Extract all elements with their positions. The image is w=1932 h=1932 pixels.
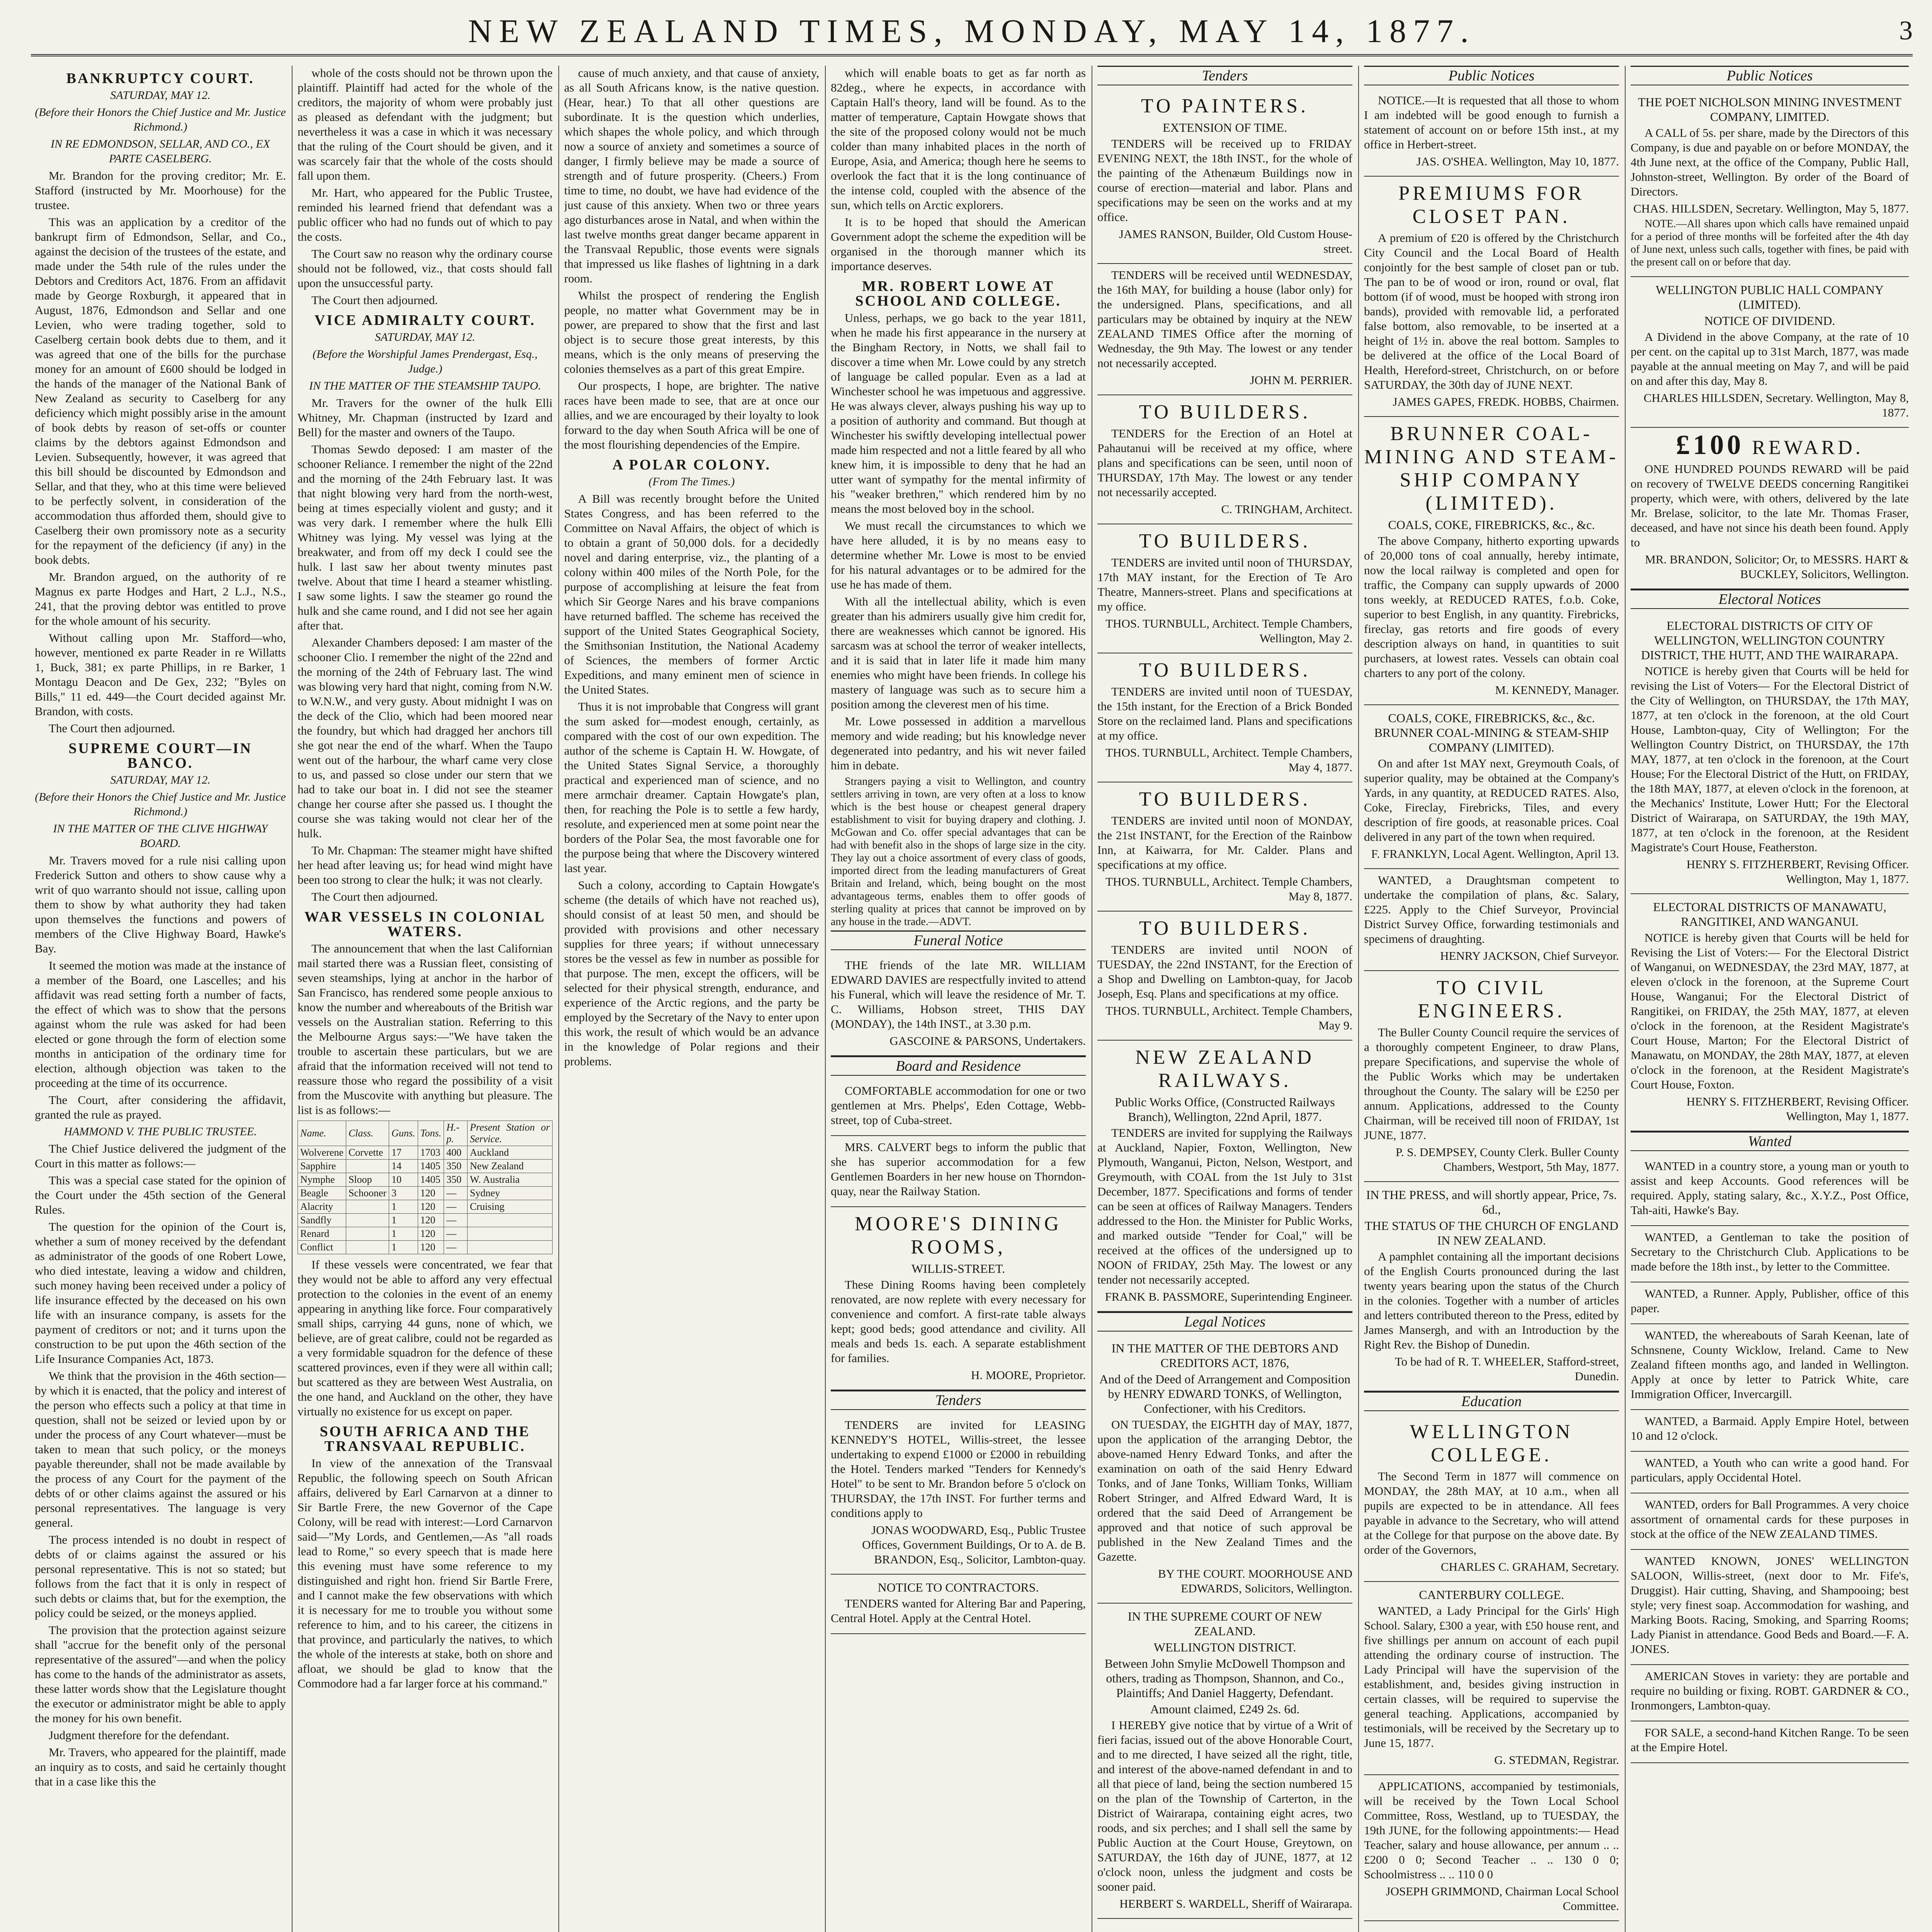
- case-title: IN RE EDMONDSON, SELLAR, AND CO., EX PARTE CASELBERG.: [51, 138, 270, 165]
- column-header: H.-p.: [444, 1121, 468, 1146]
- tender-ad: [831, 1575, 1086, 1634]
- ad-signature: JAS. O'SHEA. Wellington, May 10, 1877.: [1416, 155, 1619, 168]
- ad-subtitle: WILLIS-STREET.: [911, 1262, 1005, 1276]
- ad-signature: To be had of R. T. WHEELER, Stafford-street, Dunedin.: [1395, 1355, 1619, 1383]
- public-notice: [1364, 417, 1619, 705]
- wanted-ad: [1631, 1493, 1909, 1550]
- article-paragraph: This was a special case stated for the opinion of the Court under the 45th section of the General Rules.: [35, 1173, 286, 1216]
- table-header-row: [298, 1121, 553, 1146]
- section-header: Funeral Notice: [831, 930, 1086, 950]
- table-cell: 120: [418, 1241, 444, 1254]
- article-heading: MR. ROBERT LOWE AT SCHOOL AND COLLEGE.: [855, 278, 1061, 309]
- public-notice: [1364, 177, 1619, 417]
- wanted-ad: [1631, 1155, 1909, 1226]
- article-paragraph: It is to be hoped that should the American Government adopt the scheme the expedition will be organised in the thorough manner which its importance deserves.: [831, 215, 1086, 273]
- ad-body: AMERICAN Stoves in variety: they are portable and require no building or fixing. ROBT. GARDNER & CO., Ironmongers, Lambton-quay.: [1631, 1669, 1909, 1712]
- wanted-ad: [1631, 1226, 1909, 1282]
- article-heading: VICE ADMIRALTY COURT.: [314, 312, 536, 328]
- public-notice: [1364, 971, 1619, 1182]
- section-header: Electoral Notices: [1631, 589, 1909, 609]
- ad-title: TO BUILDERS.: [1139, 401, 1311, 423]
- article-paragraph: With all the intellectual ability, which is even greater than his admirers usually give him credit for, there are weaknesses which cannot be ignored. His sarcasm was at school the terror of weaker intellects, and it is said that in later life it made him many enemies who might have been friends. In college his mastery of language was such as to secure him a position among the cleverest men of his time.: [831, 595, 1086, 711]
- ad-signature: CHAS. HILLSDEN, Secretary. Wellington, May 5, 1877.: [1633, 202, 1909, 215]
- tender-ad: [1097, 264, 1352, 395]
- ad-subtitle: And of the Deed of Arrangement and Composition by HENRY EDWARD TONKS, of Wellington, Confectioner, with his Creditors.: [1099, 1372, 1350, 1415]
- table-row: [298, 1227, 553, 1241]
- ad-title: ELECTORAL DISTRICTS OF CITY OF WELLINGTON, WELLINGTON COUNTRY DISTRICT, THE HUTT, AND THE WAIRARAPA.: [1641, 619, 1899, 662]
- ad-title: TO CIVIL ENGINEERS.: [1418, 977, 1565, 1022]
- article-date: SATURDAY, MAY 12.: [375, 331, 475, 344]
- wanted-ad: [1631, 1282, 1909, 1324]
- table-cell: —: [444, 1187, 468, 1200]
- article-paragraph: The announcement that when the last Californian mail started there was a Russian fleet, consisting of seven steamships, lying at anchor in the harbor of San Francisco, has rendered some people anxious to know the number and whereabouts of the British war vessels on the Australian station. Referring to this the Melbourne Argus says:—"We have taken the trouble to ascertain these particulars, but we are afraid that the information received will not tend to reassure those who regard the possibility of a visit from the Muscovite with anything but pleasure. The list is as follows:—: [298, 942, 553, 1117]
- column-header: Present Station or Service.: [467, 1121, 552, 1146]
- board-ad: [831, 1080, 1086, 1136]
- table-cell: —: [444, 1227, 468, 1241]
- table-cell: Alacrity: [298, 1200, 346, 1214]
- article-paragraph: Alexander Chambers deposed: I am master of the schooner Clio. I remember the night of the 22nd and the morning of the 24th of February last. The wind was blowing very hard that night, coming from N.W. to W.N.W., and very gusty. About midnight I was on the deck of the Clio, which had been moored near the foundry, but which had dragged her anchors till she got near the end of the wharf. When the Taupo went out of the harbour, the wharf came very close to us, and passed so close under our stern that we had to take our boat in. I did not see the steamer change her course after she passed us. I thought the course she was taking would not clear her of the hulk.: [298, 636, 553, 840]
- electoral-notice: [1631, 613, 1909, 894]
- education-notice: [1364, 1415, 1619, 1582]
- table-cell: 1: [389, 1200, 418, 1214]
- section-header: Tenders: [1097, 66, 1352, 85]
- ad-signature: MR. BRANDON, Solicitor; Or, to MESSRS. HART & BUCKLEY, Solicitors, Wellington.: [1645, 553, 1909, 581]
- ad-signature: HENRY S. FITZHERBERT, Revising Officer. Wellington, May 1, 1877.: [1686, 1095, 1909, 1123]
- article-paragraph: whole of the costs should not be thrown upon the plaintiff. Plaintiff had acted for the whole of the creditors, the majority of whom were probably just as pleased as defendant with the judgment; but nevertheless it was a case in which it was necessary that the ruling of the Court should be given, and it was scarcely fair that the whole of the costs should fall upon them.: [298, 66, 553, 182]
- funeral-notice: [831, 954, 1086, 1056]
- table-cell: —: [444, 1200, 468, 1214]
- section-header: Public Notices: [1364, 66, 1619, 85]
- article-paragraph: Mr. Lowe possessed in addition a marvellous memory and wide reading; but his knowledge never degenerated into pedantry, and his wit never failed him in debate.: [831, 714, 1086, 772]
- table-cell: —: [444, 1214, 468, 1227]
- dining-rooms-ad: [831, 1207, 1086, 1390]
- table-cell: 350: [444, 1160, 468, 1173]
- ad-body: TENDERS are invited until noon of THURSDAY, 17th MAY instant, for the Erection of Te Aro Theatre, Manners-street. Plans and specifications at my office.: [1097, 556, 1352, 613]
- ad-title: IN THE MATTER OF THE DEBTORS AND CREDITORS ACT, 1876,: [1111, 1341, 1338, 1370]
- tender-ad: [1097, 912, 1352, 1041]
- article-date: SATURDAY, MAY 12.: [110, 774, 211, 786]
- advertorial: Strangers paying a visit to Wellington, and country settlers arriving in town, are very often at a loss to know which is the best house or cheapest general drapery establishment to visit for buying drapery and clothing. J. McGowan and Co. offer special advantages that can be had with benefit also in the shops of large size in the city. They lay out a choice assortment of every class of goods, imported direct from the leading manufacturers of Great Britain and Ireland, which, being bought on the most advantageous terms, enables them to offer goods of sterling quality at prices that cannot be improved on by any house in the trade.—ADVT.: [831, 776, 1086, 928]
- ad-subtitle: Public Works Office, (Constructed Railways Branch), Wellington, 22nd April, 1877.: [1115, 1095, 1335, 1124]
- table-row: [298, 1241, 553, 1254]
- ad-body: A premium of £20 is offered by the Christchurch City Council and the Local Board of Health conjointly for the best sample of closet pan or tub. The pan to be of wood or iron, round or oval, flat bottom (if of wood, must be hooped with strong iron bands), provided with removable lid, a perforated false bottom, also removable, to be inserted at a height of 1½ in. above the real bottom. Samples to be delivered at the office of the Local Board of Health, Hereford-street, Christchurch, on or before SATURDAY, the 30th day of JUNE NEXT.: [1364, 231, 1619, 391]
- masthead: [31, 12, 1913, 56]
- table-row: [298, 1214, 553, 1227]
- ad-title: ELECTORAL DISTRICTS OF MANAWATU, RANGITIKEI, AND WANGANUI.: [1653, 900, 1886, 929]
- ad-body: WANTED, orders for Ball Programmes. A very choice assortment of ornamental cards for these purposes in stock at the office of the NEW ZEALAND TIMES.: [1631, 1498, 1909, 1541]
- tender-ad: [1097, 653, 1352, 782]
- table-cell: 3: [389, 1187, 418, 1200]
- table-cell: 1: [389, 1227, 418, 1241]
- article-paragraph: We must recall the circumstances to which we have here alluded, it is by no means easy to determine whether Mr. Lowe is most to be envied for his natural advantages or to be admired for the use he has made of them.: [831, 519, 1086, 591]
- article-paragraph: Mr. Brandon argued, on the authority of re Magnus ex parte Hodges and Hart, 2 L.J., N.S., 241, that the proving debtor was entitled to prove for the whole amount of his security.: [35, 570, 286, 628]
- case-title: HAMMOND V. THE PUBLIC TRUSTEE.: [64, 1125, 257, 1138]
- public-notice: [1631, 277, 1909, 428]
- ad-title: MOORE'S DINING ROOMS,: [855, 1213, 1062, 1258]
- ad-body: THE friends of the late MR. WILLIAM EDWARD DAVIES are respectfully invited to attend his Funeral, which will leave the residence of Mr. T. C. Williams, Hobson street, THIS DAY (MONDAY), the 14th INST., at 3.30 p.m.: [831, 958, 1086, 1031]
- article-paragraph: Thus it is not improbable that Congress will grant the sum asked for—modest enough, certainly, as compared with the cost of our own expedition. The author of the scheme is Captain H. W. Howgate, of the United States Signal Service, a thoroughly practical and experienced man of science, and no mere armchair dreamer. Captain Howgate's plan, then, for reaching the Pole is to settle a few hardy, resolute, and experienced men at some point near the borders of the Polar Sea, the most favorable one for the purpose being that where the Discovery wintered last year.: [564, 700, 819, 875]
- ad-body: WANTED, a Draughtsman competent to undertake the compilation of plans, &c. Salary, £225. Apply to the Chief Surveyor, Provincial District Survey Office, forwarding testimonials and specimens of draughting.: [1364, 873, 1619, 946]
- ad-title: NEW ZEALAND RAILWAYS.: [1135, 1046, 1315, 1092]
- ad-signature: HENRY JACKSON, Chief Surveyor.: [1440, 949, 1619, 963]
- table-row: [298, 1173, 553, 1187]
- ad-body: On and after 1st MAY next, Greymouth Coals, of superior quality, may be obtained at the Company's Yards, in any quantity, at REDUCED RATES. Also, Coke, Fireclay, Firebricks, Tiles, and every description of fire goods, at reasonable prices. Coal delivered in any part of the town when required.: [1364, 757, 1619, 844]
- table-body: [298, 1146, 553, 1254]
- table-cell: [346, 1160, 389, 1173]
- page-number: 3: [1899, 16, 1913, 46]
- ad-title: CANTERBURY COLLEGE.: [1419, 1588, 1564, 1602]
- article-paragraph: In view of the annexation of the Transvaal Republic, the following speech on South African affairs, delivered by Earl Carnarvon at a dinner to Sir Bartle Frere, the new Governor of the Cape Colony, will be read with interest:—Lord Carnarvon said—"My Lords, and Gentlemen,—As "all roads lead to Rome," so every speech that is made here this evening must have some reference to my distinguished and right hon. friend Sir Bartle Frere, and I cannot make the few observations with which it is necessary for me to trouble you without some reference to him, and to his career, the citizens in that province, and particularly the natives, to which the whole of the interests at stake, both on shore and afloat, we should be glad to know that the Commodore had a far larger force at his command.": [298, 1456, 553, 1690]
- article-paragraph: Mr. Travers, who appeared for the plaintiff, made an inquiry as to costs, and said he certainly thought that in a case like this the: [35, 1745, 286, 1788]
- article-bench: (Before their Honors the Chief Justice and Mr. Justice Richmond.): [35, 106, 286, 133]
- ad-body: I HEREBY give notice that by virtue of a Writ of fieri facias, issued out of the above Honorable Court, and to me directed, I have seized all the right, title, and interest of the above-named defendant in and to all that piece of land, being the section numbered 15 on the plan of the Township of Carterton, in the District of Wairarapa, containing eight acres, two roods, and six perches; and I shall sell the same by Public Auction at the Court House, Greytown, on SATURDAY, the 16th day of JUNE, 1877, at 12 o'clock noon, unless the judgment and costs be sooner paid.: [1097, 1718, 1352, 1893]
- ad-note: NOTE.—All shares upon which calls have remained unpaid for a period of three months will be forfeited after the 4th day of June next, unless such calls, together with fines, be paid with the present call on or before that day.: [1631, 218, 1909, 268]
- article-paragraph: This was an application by a creditor of the bankrupt firm of Edmondson, Sellar, and Co., against the decision of the trustees of the estate, and made under the 54th rule of the rules under the Debtors and Creditors Act, 1876. From an affidavit made by George Roxburgh, it appeared that in August, 1876, Edmondson and Sellar and one Levien, who were trading together, sold to Caselberg certain book debts due to them, and it was agreed that one of the bills for the purchase money for an amount of £600 should be lodged in the hands of the manager of the National Bank of New Zealand as security to Caselberg for any deficiency which might possibly arise in the amount of book debts by reason of set-offs or counter claims by the debtors against Edmondson and Levien. Subsequently, however, it was agreed that this bill should be discounted by Edmondson and Sellar, and that they, who at this time were believed to be perfectly solvent, in consideration of the accommodation thus afforded them, should give to Caselberg their own promissory note as a security for the repayment of the deficiency (if any) in the book debts.: [35, 215, 286, 566]
- ad-body: NOTICE.—It is requested that all those to whom I am indebted will be good enough to furnish a statement of account on or before 15th inst., at my office in Herbert-street.: [1364, 94, 1619, 151]
- article-paragraph: The Court then adjourned.: [49, 721, 175, 735]
- ad-body: TENDERS are invited for supplying the Railways at Auckland, Napier, Foxton, Wellington, New Plymouth, Wanganui, Picton, Nelson, Westport, and Greymouth, with COAL from the 1st July to 31st December, 1877. Specifications and forms of tender can be seen at offices of Railway Managers. Tenders addressed to the Hon. the Minister for Public Works, and marked outside "Tender for Coal," will be received at the offices of the undersigned up to NOON of FRIDAY, 25th May. The lowest or any tender not necessarily accepted.: [1097, 1126, 1352, 1286]
- ad-body: ONE HUNDRED POUNDS REWARD will be paid on recovery of TWELVE DEEDS concerning Rangitikei property, which were, with others, delivered by the late Mr. Brelase, solicitor, to the late Mr. Thomas Fraser, deceased, and have not since his death been found. Apply to: [1631, 462, 1909, 549]
- column-2: [298, 66, 553, 1932]
- ad-signature: GASCOINE & PARSONS, Undertakers.: [889, 1034, 1086, 1048]
- table-cell: Conflict: [298, 1241, 346, 1254]
- ad-body: TENDERS will be received until WEDNESDAY, the 16th MAY, for building a house (labor only) for the undersigned. Plans, specifications, and all particulars may be obtained by inquiry at the NEW ZEALAND TIMES Office after the morning of Wednesday, the 9th May. The lowest or any tender not necessarily accepted.: [1097, 268, 1352, 370]
- ad-signature: JAMES RANSON, Builder, Old Custom House-street.: [1119, 227, 1352, 255]
- ad-signature: HERBERT S. WARDELL, Sheriff of Wairarapa.: [1119, 1897, 1352, 1910]
- ad-title: REWARD.: [1752, 437, 1864, 459]
- article-heading: SUPREME COURT—IN BANCO.: [68, 740, 252, 771]
- ad-body: APPLICATIONS, accompanied by testimonials, will be received by the Town Local School Committee, Ross, Westland, up to TUESDAY, the 19th JUNE, for the following appointments:— Head Teacher, salary and house allowance, per annum .. .. £200 0 0; Second Teacher .. .. 130 0 0; Schoolmistress .. .. 110 0 0: [1364, 1779, 1619, 1881]
- column-rule: [825, 66, 826, 1932]
- article-source: (From The Times.): [648, 475, 735, 488]
- ad-subtitle: COALS, COKE, FIREBRICKS, &c., &c.: [1388, 518, 1595, 532]
- tender-ad: [1097, 89, 1352, 264]
- ad-subtitle: NOTICE OF DIVIDEND.: [1704, 314, 1835, 328]
- table-cell: Renard: [298, 1227, 346, 1241]
- section-header: Tenders: [831, 1390, 1086, 1410]
- table-cell: Sydney: [467, 1187, 552, 1200]
- tender-ad: [1097, 524, 1352, 653]
- ad-signature: HENRY S. FITZHERBERT, Revising Officer. Wellington, May 1, 1877.: [1686, 857, 1909, 886]
- ad-signature: CHARLES HILLSDEN, Secretary. Wellington, May 8, 1877.: [1643, 391, 1909, 419]
- ad-body: TENDERS are invited until NOON of TUESDAY, the 22nd INSTANT, for the Erection of a Shop and Dwelling on Lambton-quay, for Jacob Joseph, Esq. Plans and specifications at my office.: [1097, 943, 1352, 1000]
- table-cell: Nymphe: [298, 1173, 346, 1187]
- ad-signature: THOS. TURNBULL, Architect. Temple Chambers, Wellington, May 2.: [1105, 617, 1352, 645]
- column-rule: [292, 66, 293, 1932]
- article-paragraph: If these vessels were concentrated, we fear that they would not be able to afford any very effectual protection to the colonies in the event of an enemy appearing in anything like force. Four comparatively small ships, carrying 44 guns, none of which, we believe, are of great calibre, could not be regarded as a very formidable squadron for the defence of these scattered provinces, even if they were all within call; but scattered as they are between West Australia, on the one hand, and Auckland on the other, they have virtually no existence for us except on paper.: [298, 1258, 553, 1418]
- ad-body: TENDERS are invited for LEASING KENNEDY'S HOTEL, Willis-street, the lessee undertaking to expend £1000 or £2000 in rebuilding the Hotel. Tenders marked "Tenders for Kennedy's Hotel" to be sent to Mr. Brandon before 5 o'clock on THURSDAY, the 17th INST. For further terms and conditions apply to: [831, 1418, 1086, 1520]
- article-paragraph: Such a colony, according to Captain Howgate's scheme (the details of which have not reached us), should consist of at least 50 men, and should be provided with provisions and other necessary supplies for three years; if without unnecessary stores be the vessel as few in number as possible for that purpose. The men, except the officers, will be selected for their physical strength, endurance, and experience of the Arctic regions, and the party be employed by the Secretary of the Navy to enter upon this work, the result of which would be an advance in the knowledge of Polar regions and their problems.: [564, 878, 819, 1068]
- table-cell: [346, 1214, 389, 1227]
- table-cell: 1: [389, 1241, 418, 1254]
- article-paragraph: The Court saw no reason why the ordinary course should not be followed, viz., that costs should fall upon the unsuccessful party.: [298, 247, 553, 290]
- table-cell: 120: [418, 1227, 444, 1241]
- ad-body: TENDERS for the Erection of an Hotel at Pahautanui will be received at my office, where plans and specifications can be seen, until noon of THURSDAY, 17th May. The lowest or any tender not necessarily accepted.: [1097, 427, 1352, 499]
- column-6: [1364, 66, 1619, 1932]
- newspaper-title: NEW ZEALAND TIMES, MONDAY, MAY 14, 1877.: [468, 12, 1476, 49]
- column-header: Class.: [346, 1121, 389, 1146]
- table-cell: 14: [389, 1160, 418, 1173]
- table-cell: Corvette: [346, 1146, 389, 1160]
- table-cell: New Zealand: [467, 1160, 552, 1173]
- table-cell: 1703: [418, 1146, 444, 1160]
- war-vessels-table: [298, 1121, 553, 1254]
- ad-signature: THOS. TURNBULL, Architect. Temple Chambers, May 9.: [1105, 1004, 1352, 1032]
- ad-signature: JAMES GAPES, FREDK. HOBBS, Chairmen.: [1393, 395, 1619, 408]
- table-cell: 1405: [418, 1173, 444, 1187]
- table-cell: Sloop: [346, 1173, 389, 1187]
- table-cell: Auckland: [467, 1146, 552, 1160]
- article-paragraph: Without calling upon Mr. Stafford—who, however, mentioned ex parte Reader in re Willatts 1, Buck, 381; ex parte Phillips, in re Barker, 1 Montagu Deacon and De Gex, 232; "Byles on Bills," 11 ed. 449—the Court decided against Mr. Brandon, with costs.: [35, 631, 286, 718]
- ad-title: THE POET NICHOLSON MINING INVESTMENT COMPANY, LIMITED.: [1638, 95, 1902, 124]
- table-row: [298, 1160, 553, 1173]
- ad-title: NOTICE TO CONTRACTORS.: [878, 1580, 1039, 1594]
- electoral-notice: [1631, 894, 1909, 1131]
- wanted-ad: [1631, 1324, 1909, 1410]
- column-header: Guns.: [389, 1121, 418, 1146]
- ad-body: A Dividend in the above Company, at the rate of 10 per cent. on the capital up to 31st March, 1877, was made payable at the annual meeting on May 7, and will be paid on and after this day, May 8.: [1631, 330, 1909, 388]
- article-paragraph: Judgment therefore for the defendant.: [49, 1728, 230, 1742]
- table-cell: Beagle: [298, 1187, 346, 1200]
- article-paragraph: To Mr. Chapman: The steamer might have shifted her head after leaving us; for head wind might have been too strong to clear the hulk; it was not clearly.: [298, 844, 553, 886]
- article-paragraph: The question for the opinion of the Court is, whether a sum of money received by the defendant as administrator of the goods of one Robert Lowe, who died intestate, leaving a widow and children, such money having been received under a policy of life insurance effected by the deceased on his own life with an insurance company, is assets for the payment of creditors or not; and it turns upon the construction to be put upon the 46th section of the Life Insurance Companies Act, 1873.: [35, 1220, 286, 1366]
- ad-title: TO PAINTERS.: [1141, 95, 1309, 117]
- column-1: [35, 66, 286, 1932]
- ad-signature: CHARLES C. GRAHAM, Secretary.: [1440, 1560, 1619, 1573]
- article-paragraph: Mr. Hart, who appeared for the Public Trustee, reminded his learned friend that defendant was a public officer who had no funds out of which to pay the costs.: [298, 186, 553, 243]
- table-cell: 120: [418, 1214, 444, 1227]
- ad-signature: JOSEPH GRIMMOND, Chairman Local School Committee.: [1386, 1884, 1619, 1913]
- article-paragraph: It seemed the motion was made at the instance of a member of the Board, one Lascelles; and his affidavit was read setting forth a number of facts, the effect of which was to show that the persons against whom the rule was asked for had been elected or gone through the form of election some months in anticipation of the ordinary time for election, although objection was taken to the proceeding at the time of its occurrence.: [35, 959, 286, 1090]
- ad-signature: THOS. TURNBULL, Architect. Temple Chambers, May 4, 1877.: [1105, 746, 1352, 774]
- table-cell: 120: [418, 1200, 444, 1214]
- ad-body: WANTED, a Lady Principal for the Girls' High School. Salary, £300 a year, with £50 house rent, and five shillings per annum on account of each pupil attending the ordinary course of instruction. The Lady Principal will have the supervision of the establishment, and, besides giving instruction in certain classes, will be required to supervise the general teaching. Applications, accompanied by testimonials, will be received by the Secretary up to June 15, 1877.: [1364, 1604, 1619, 1750]
- column-4: [831, 66, 1086, 1932]
- ad-signature: H. MOORE, Proprietor.: [971, 1368, 1086, 1382]
- table-cell: Schooner: [346, 1187, 389, 1200]
- ad-body: NOTICE is hereby given that Courts will be held for Revising the List of Voters:— For the Electoral District of Wanganui, on WEDNESDAY, the 23rd MAY, 1877, at eleven o'clock in the forenoon, at the Supreme Court House, Wanganui; For the Electoral District of Rangitikei, on FRIDAY, the 25th MAY, 1877, at eleven o'clock in the forenoon, at the Resident Magistrate's Court House, Marton; For the Electoral District of Manawatu, on MONDAY, the 28th MAY, 1877, at eleven o'clock in the forenoon, at the Resident Magistrate's Court House, Foxton.: [1631, 931, 1909, 1091]
- table-row: [298, 1200, 553, 1214]
- table-cell: Cruising: [467, 1200, 552, 1214]
- ad-signature: JOHN M. PERRIER.: [1250, 373, 1352, 387]
- ad-body: WANTED, a Runner. Apply, Publisher, office of this paper.: [1631, 1287, 1909, 1315]
- article-paragraph: The Court then adjourned.: [311, 293, 438, 307]
- ad-body: WANTED, a Barmaid. Apply Empire Hotel, between 10 and 12 o'clock.: [1631, 1414, 1909, 1442]
- ad-body: WANTED, the whereabouts of Sarah Keenan, late of Schnsnene, County Wicklow, Ireland. Came to New Zealand fifteen months ago, and landed in Wellington. Apply at once by letter to Patrick White, care Immigration Officer, Invercargill.: [1631, 1328, 1909, 1401]
- section-header: Wanted: [1631, 1131, 1909, 1151]
- ad-body: WANTED, a Gentleman to take the position of Secretary to the Christchurch Club. Applications to be made before the 18th inst., by letter to the Committee.: [1631, 1230, 1909, 1273]
- article-paragraph: Whilst the prospect of rendering the English people, no matter what Government may be in power, are prepared to show that the first and last object is to secure those great interests, by this means, which is the only means of preserving the colonies themselves as a part of this great Empire.: [564, 289, 819, 376]
- ad-body: WANTED KNOWN, JONES' WELLINGTON SALOON, Willis-street, (next door to Mr. Fife's, Druggist). Hair cutting, Shaving, and Shampooing; best style; very finest soap. Accommodation for washing, and Marking Boots. Racing, Smoking, and Sparring Rooms; Lady Pianist in attendance. Good Beds and Board.—F. A. JONES.: [1631, 1554, 1909, 1656]
- ad-title: WELLINGTON PUBLIC HALL COMPANY (LIMITED).: [1656, 283, 1884, 311]
- article-heading: A POLAR COLONY.: [612, 457, 771, 473]
- article-paragraph: We think that the provision in the 46th section—by which it is enacted, that the policy and interest of the person who effects such a policy at that time in question, shall not be seized or levied upon by or under the process of any Court whatever—must be taken to mean that such policy, or the moneys payable thereunder, shall not be made available by the process of any Court for the payment of the debts of or other claims against the assured or his personal representatives. The language is very general.: [35, 1369, 286, 1529]
- ad-signature: P. S. DEMPSEY, County Clerk. Buller County Chambers, Westport, 5th May, 1877.: [1395, 1145, 1619, 1173]
- board-ad: [831, 1136, 1086, 1207]
- ad-signature: M. KENNEDY, Manager.: [1495, 683, 1619, 697]
- ad-title: WELLINGTON COLLEGE.: [1410, 1421, 1573, 1466]
- public-notice: [1364, 705, 1619, 869]
- ad-body: FOR SALE, a second-hand Kitchen Range. To be seen at the Empire Hotel.: [1631, 1726, 1909, 1754]
- article-heading: BANKRUPTCY COURT.: [66, 70, 255, 87]
- article-heading: WAR VESSELS IN COLONIAL WATERS.: [304, 909, 546, 940]
- ad-title: PREMIUMS FOR CLOSET PAN.: [1398, 182, 1585, 228]
- table-cell: W. Australia: [467, 1173, 552, 1187]
- legal-notice: [1097, 1335, 1352, 1604]
- article-paragraph: Unless, perhaps, we go back to the year 1811, when he made his first appearance in the nursery at the Bingham Rectory, in Notts, we shall fail to discover a time when Mr. Lowe could by any stretch of language be called popular. Even as a lad at Winchester school he was impetuous and aggressive. He was always clever, always pushing his way up to a position of authority and command. But though at Winchester his swiftly developing intellectual power made him respected and not a little feared by all who knew him, it is impossible to deny that he had an utter want of sympathy for the mental infirmity of his "weaker brethren," which rendered him by no means the most beloved boy in the school.: [831, 311, 1086, 515]
- tender-ad: [1097, 395, 1352, 524]
- public-notice: [1364, 1182, 1619, 1391]
- article-paragraph: Thomas Sewdo deposed: I am master of the schooner Reliance. I remember the night of the 22nd and the morning of the 24th February last. It was that night blowing very hard from the north-west, being at times especially violent and gusty; and it was very dark. I remember where the hulk Elli Whitney was lying. My vessel was lying at the breakwater, and from off my deck I could see the hulk. I last saw her about twenty minutes past twelve. About that time I heard a steamer whistling. I saw some lights. I saw the steamer go round the hulk and she came round, and I did not see her again after that.: [298, 442, 553, 632]
- ad-title: COALS, COKE, FIREBRICKS, &c., &c. BRUNNER COAL-MINING & STEAM-SHIP COMPANY (LIMITED).: [1374, 711, 1609, 754]
- article-bench: (Before their Honors the Chief Justice and Mr. Justice Richmond.): [35, 791, 286, 818]
- table-cell: [346, 1241, 389, 1254]
- ad-signature: THOS. TURNBULL, Architect. Temple Chambers, May 8, 1877.: [1105, 875, 1352, 903]
- article-paragraph: Mr. Brandon for the proving creditor; Mr. E. Stafford (instructed by Mr. Moorhouse) for the trustee.: [35, 169, 286, 212]
- ad-body: TENDERS wanted for Altering Bar and Papering, Central Hotel. Apply at the Central Hotel.: [831, 1597, 1086, 1625]
- table-row: [298, 1146, 553, 1160]
- article-paragraph: The process intended is no doubt in respect of debts of or claims against the assured or his personal representative. This is not so stated; but follows from the fact that it is only in respect of such debts or claims that, but for the exemption, the policy could be seized, or the moneys applied.: [35, 1533, 286, 1620]
- column-3: [564, 66, 819, 1932]
- ad-body: The Buller County Council require the services of a thoroughly competent Engineer, to draw Plans, prepare Specifications, and supervise the whole of the Public Works which may be undertaken throughout the County. The salary will be £250 per annum. Applications, addressed to the County Chairman, will be received till noon of FRIDAY, 1st JUNE, 1877.: [1364, 1026, 1619, 1142]
- article-bench: (Before the Worshipful James Prendergast, Esq., Judge.): [312, 348, 538, 375]
- section-header: Legal Notices: [1097, 1312, 1352, 1332]
- ad-body: A CALL of 5s. per share, made by the Directors of this Company, is due and payable on or before MONDAY, the 4th June next, at the office of the Company, Public Hall, Johnston-street, Wellington. By order of the Board of Directors.: [1631, 126, 1909, 198]
- article-paragraph: A Bill was recently brought before the United States Congress, and has been referred to the Committee on Naval Affairs, the object of which is to obtain a grant of 50,000 dols. for a decidedly novel and daring enterprise, viz., the planting of a colony within 400 miles of the North Pole, for the purpose of accomplishing at leisure the feat from which Sir George Nares and his brave companions have returned baffled. The scheme has received the support of the United States Geographical Society, the Smithsonian Institution, the National Academy of Sciences, the members of former Arctic Expeditions, and many eminent men of science in the United States.: [564, 492, 819, 696]
- ad-body: The Second Term in 1877 will commence on MONDAY, the 28th MAY, at 10 a.m., when all pupils are expected to be in attendance. All fees payable in advance to the Secretary, who will attend at the College for that purpose on the above date. By order of the Governors,: [1364, 1469, 1619, 1556]
- article-heading: SOUTH AFRICA AND THE TRANSVAAL REPUBLIC.: [320, 1423, 531, 1454]
- section-header: Public Notices: [1631, 66, 1909, 85]
- reward-notice: [1631, 428, 1909, 589]
- ad-body: TENDERS are invited until noon of TUESDAY, the 15th instant, for the Erection of a Brick Bonded Store on the reclaimed land. Plans and specifications at my office.: [1097, 685, 1352, 742]
- column-rule: [1358, 66, 1359, 1932]
- table-cell: —: [444, 1241, 468, 1254]
- article-paragraph: which will enable boats to get as far north as 82deg., where he expects, in accordance with Captain Hall's theory, land will be found. As to the matter of temperature, Captain Howgate shows that the site of the proposed colony would not be much colder than many inhabited places in the north of Europe, Asia, and America; though here he seems to overlook the fact that it is the long continuance of the intense cold, coupled with the absence of the sun, which tells on Arctic explorers.: [831, 66, 1086, 212]
- ad-title: TO BUILDERS.: [1139, 530, 1311, 552]
- table-cell: 1405: [418, 1160, 444, 1173]
- ad-body: WANTED in a country store, a young man or youth to assist and keep Accounts. Good references will be required. Apply, stating salary, &c., X.Y.Z., Post Office, Tah-aiti, Hawke's Bay.: [1631, 1159, 1909, 1217]
- wanted-ad: [1631, 1550, 1909, 1665]
- article-paragraph: cause of much anxiety, and that cause of anxiety, as all South Africans know, is the native question. (Hear, hear.) To that all other questions are subordinate. It is the question which underlies, which shapes the whole policy, and which through now a source of anxiety and sometimes a source of danger, I firmly believe may be made a source of strength and of future prosperity. (Cheers.) From time to time, no doubt, we have had evidence of the just cause of this anxiety. When two or three years ago disturbances arose in Natal, and when within the last twelve months great danger became apparent in the Transvaal Republic, those events were signals that impressed us like flashes of lightning in a dark room.: [564, 66, 819, 285]
- ad-signature: FRANK B. PASSMORE, Superintending Engineer.: [1105, 1290, 1352, 1303]
- ad-body: TENDERS will be received up to FRIDAY EVENING NEXT, the 18th INST., for the whole of the painting of the Athenæum Buildings now in course of erection—material and labor. Plans and specifications may be seen on the works and at my office.: [1097, 137, 1352, 224]
- ad-signature: JONAS WOODWARD, Esq., Public Trustee Offices, Government Buildings, Or to A. de B. BRANDON, Esq., Solicitor, Lambton-quay.: [862, 1523, 1086, 1566]
- wanted-ad: [1631, 1721, 1909, 1763]
- public-notice: [1631, 89, 1909, 277]
- reward-amount: £100: [1676, 429, 1744, 460]
- article-paragraph: Our prospects, I hope, are brighter. The native races have been made to see, that are at once our allies, and we are encouraged by their loyalty to look forward to the day when South Africa will be one of the most flourishing dependencies of the Empire.: [564, 379, 819, 451]
- ad-subtitle: THE STATUS OF THE CHURCH OF ENGLAND IN NEW ZEALAND.: [1364, 1219, 1619, 1247]
- tender-ad: [1097, 782, 1352, 912]
- ad-parties: Between John Smylie McDowell Thompson and others, trading as Thompson, Shannon, and Co., Plaintiffs; And Daniel Haggerty, Defendant.: [1104, 1656, 1345, 1700]
- case-title: IN THE MATTER OF THE CLIVE HIGHWAY BOARD.: [53, 822, 268, 850]
- ad-signature: F. FRANKLYN, Local Agent. Wellington, April 13.: [1371, 847, 1619, 861]
- article-paragraph: The Court then adjourned.: [311, 890, 438, 903]
- ad-body: COMFORTABLE accommodation for one or two gentlemen at Mrs. Phelps', Eden Cottage, Webb-street, top of Cuba-street.: [831, 1084, 1086, 1127]
- table-cell: 1: [389, 1214, 418, 1227]
- public-notice: [1364, 869, 1619, 971]
- ad-title: BRUNNER COAL-MINING AND STEAM-SHIP COMPANY (LIMITED).: [1364, 423, 1619, 514]
- ad-body: NOTICE is hereby given that Courts will be held for revising the List of Voters— For the Electoral District of the City of Wellington, on THURSDAY, the 17th MAY, 1877, at ten o'clock in the forenoon, at the old Court House, Lambton-quay, City of Wellington; For the Wellington Country District, on THURSDAY, the 17th MAY, 1877, at ten o'clock in the forenoon, at the Court House; For the Electoral District of the Hutt, on FRIDAY, the 18th MAY, 1877, at eleven o'clock in the forenoon, at the Mechanics' Institute, Lower Hutt; For the Electoral District of Wairarapa, on SATURDAY, the 19th MAY, 1877, at ten o'clock in the forenoon, at the Resident Magistrate's Court House, Featherston.: [1631, 664, 1909, 854]
- wanted-ad: [1631, 1665, 1909, 1721]
- column-header: Tons.: [418, 1121, 444, 1146]
- ad-title: TO BUILDERS.: [1139, 917, 1311, 939]
- ad-signature: BY THE COURT. MOORHOUSE AND EDWARDS, Solicitors, Wellington.: [1158, 1567, 1352, 1595]
- table-cell: 350: [444, 1173, 468, 1187]
- table-cell: 17: [389, 1146, 418, 1160]
- ad-body: WANTED, a Youth who can write a good hand. For particulars, apply Occidental Hotel.: [1631, 1456, 1909, 1484]
- wanted-ad: [1631, 1452, 1909, 1493]
- ad-body: These Dining Rooms having been completely renovated, are now replete with every necessary for convenience and comfort. A first-rate table always kept; good beds; good attendance and civility. All meals and beds 1s. each. A separate establishment for families.: [831, 1278, 1086, 1365]
- ad-title: TO BUILDERS.: [1139, 788, 1311, 810]
- column-rule: [1625, 66, 1626, 1932]
- column-5: [1097, 66, 1352, 1932]
- article-paragraph: The Chief Justice delivered the judgment of the Court in this matter as follows:—: [35, 1142, 286, 1170]
- table-cell: 400: [444, 1146, 468, 1160]
- table-cell: Sapphire: [298, 1160, 346, 1173]
- table-cell: [467, 1214, 552, 1227]
- education-notice: [1364, 1775, 1619, 1921]
- ad-body: A pamphlet containing all the important decisions of the English Courts pronounced during the last twenty years bearing upon the status of the Church in the colonies. Together with a number of articles and letters contributed thereon to the Press, edited by James Mansergh, and with an Introduction by the Right Rev. the Bishop of Dunedin.: [1364, 1250, 1619, 1351]
- table-cell: 120: [418, 1187, 444, 1200]
- table-cell: [346, 1227, 389, 1241]
- section-header: Education: [1364, 1391, 1619, 1411]
- railways-tender-ad: [1097, 1041, 1352, 1312]
- education-notice: [1364, 1582, 1619, 1775]
- section-header: Board and Residence: [831, 1056, 1086, 1076]
- ad-body: TENDERS are invited until noon of MONDAY, the 21st INSTANT, for the Erection of the Rainbow Inn, at Kaiwarra, for Mr. Calder. Plans and specifications at my office.: [1097, 814, 1352, 871]
- table-cell: 10: [389, 1173, 418, 1187]
- public-notice: [1364, 89, 1619, 177]
- table-cell: [467, 1227, 552, 1241]
- table-cell: Sandfly: [298, 1214, 346, 1227]
- ad-title: IN THE PRESS, and will shortly appear, Price, 7s. 6d.,: [1366, 1188, 1617, 1216]
- case-title: IN THE MATTER OF THE STEAMSHIP TAUPO.: [309, 379, 541, 392]
- table-row: [298, 1187, 553, 1200]
- article-paragraph: Mr. Travers for the owner of the hulk Elli Whitney, Mr. Chapman (instructed by Izard and Bell) for the master and owners of the Taupo.: [298, 396, 553, 439]
- ad-title: IN THE SUPREME COURT OF NEW ZEALAND.: [1128, 1609, 1322, 1638]
- table-cell: [346, 1200, 389, 1214]
- column-7: [1631, 66, 1909, 1932]
- table-cell: Wolverene: [298, 1146, 346, 1160]
- legal-notice: [1097, 1604, 1352, 1919]
- article-paragraph: Mr. Travers moved for a rule nisi calling upon Frederick Sutton and others to show cause why a writ of quo warranto should not issue, calling upon them to show by what authority they had taken upon themselves the functions and powers of members of the Clive Highway Board, Hawke's Bay.: [35, 854, 286, 955]
- ad-signature: C. TRINGHAM, Architect.: [1221, 502, 1352, 516]
- ad-body: The above Company, hitherto exporting upwards of 20,000 tons of coal annually, hereby intimate, now the local railway is completed and open for traffic, the Company can supply upwards of 2000 tons weekly, at REDUCED RATES, f.o.b. Coke, superior to best English, in any quantity. Firebricks, fireclay, gas retorts and fire goods of every description always on hand, in quantities to suit purchasers, at lowest rates. Vessels can obtain coal charters to any port of the colony.: [1364, 534, 1619, 680]
- ad-amount: Amount claimed, £249 2s. 6d.: [1150, 1702, 1300, 1716]
- column-header: Name.: [298, 1121, 346, 1146]
- ad-signature: G. STEDMAN, Registrar.: [1494, 1753, 1619, 1767]
- ad-title: TO BUILDERS.: [1139, 659, 1311, 681]
- article-paragraph: The Court, after considering the affidavit, granted the rule as prayed.: [35, 1093, 286, 1121]
- ad-subtitle: EXTENSION OF TIME.: [1162, 121, 1287, 134]
- wanted-ad: [1631, 1410, 1909, 1452]
- article-paragraph: The provision that the protection against seizure shall "accrue for the benefit only of the personal representative of the assured"—and when the policy has come to the hands of the administrator as assets, these latter words show that the Legislature thought the executor or administrator might be able to apply the money for his own benefit.: [35, 1623, 286, 1725]
- tender-ad: [831, 1414, 1086, 1575]
- column-rule: [558, 66, 559, 1932]
- article-date: SATURDAY, MAY 12.: [110, 89, 211, 102]
- ad-body: MRS. CALVERT begs to inform the public that she has superior accommodation for a few Gentlemen Boarders in her new house on Thorndon-quay, near the Railway Station.: [831, 1140, 1086, 1198]
- table-cell: [467, 1241, 552, 1254]
- ad-body: ON TUESDAY, the EIGHTH day of MAY, 1877, upon the application of the arranging Debtor, the above-named Henry Edward Tonks, and after the examination on oath of the said Henry Edward Tonks, and of Jane Tonks, William Tonks, William Robert Stringer, and Alfred Edward Ward, It is ordered that the said Deed of Arrangement be approved and that notice of such approval be published in the New Zealand Times and the Gazette.: [1097, 1418, 1352, 1563]
- ad-subtitle: WELLINGTON DISTRICT.: [1153, 1640, 1296, 1654]
